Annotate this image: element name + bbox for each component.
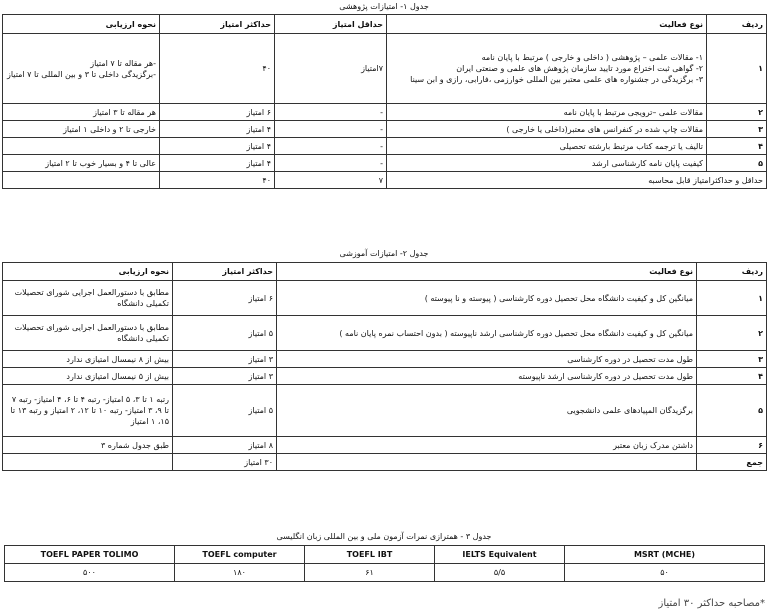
activity-cell (387, 34, 707, 104)
max-score-cell: ۴ امتیاز (160, 155, 275, 172)
row-number: ۵ (697, 385, 767, 437)
header-msrt: MSRT (MCHE) (565, 546, 765, 564)
header-toefl-computer: TOEFL computer (175, 546, 305, 564)
table1-caption: جدول ۱- امتیازات پژوهشی (339, 2, 429, 11)
header-evaluation: نحوه ارزیابی (3, 263, 173, 281)
row-number: ۳ (697, 351, 767, 368)
row-number: ۳ (707, 121, 767, 138)
max-score-cell: ۶ امتیاز (160, 104, 275, 121)
row-number: ۱ (697, 281, 767, 316)
total-min: ۷ (275, 172, 387, 189)
min-score-cell: ۷امتیاز (275, 34, 387, 104)
evaluation-cell: رتبه ۱ تا ۳، ۵ امتیاز- رتبه ۴ تا ۶، ۴ امتیاز- رتبه ۷ تا ۹، ۳ امتیاز- رتبه ۱۰ تا ۱۲، ۲ امتیاز و رتبه ۱۳ تا ۱۵، ۱ امتیاز (3, 385, 173, 437)
table-row (3, 121, 767, 138)
activity-cell: مقالات علمی –ترویجی مرتبط با پایان نامه (387, 104, 707, 121)
table-row (3, 138, 767, 155)
max-score-cell: ۶ امتیاز (173, 281, 277, 316)
activity-cell: داشتن مدرک زبان معتبر (277, 437, 697, 454)
max-score-cell: ۵ امتیاز (173, 316, 277, 351)
max-score-cell: ۴ امتیاز (160, 121, 275, 138)
research-points-table (2, 14, 767, 189)
activity-line: ۱- مقالات علمی – پژوهشی ( داخلی و خارجی ) مرتبط با پایان نامه (481, 53, 703, 62)
header-activity: نوع فعالیت (277, 263, 697, 281)
row-number: ۴ (707, 138, 767, 155)
row-number: ۱ (707, 34, 767, 104)
max-score-cell: ۸ امتیاز (173, 437, 277, 454)
table-row (5, 564, 765, 582)
total-empty (3, 454, 173, 471)
evaluation-cell: هر مقاله تا ۳ امتیاز (3, 104, 160, 121)
total-empty (3, 172, 160, 189)
ielts-score: ۵/۵ (435, 564, 565, 582)
max-score-cell: ۳ امتیاز (173, 368, 277, 385)
header-toefl-ibt: TOEFL IBT (305, 546, 435, 564)
header-evaluation: نحوه ارزیابی (3, 15, 160, 34)
min-score-cell: - (275, 104, 387, 121)
evaluation-cell: بیش از ۵ نیمسال امتیازی ندارد (3, 368, 173, 385)
activity-line: ۳- برگزیدگی در جشنواره های علمی معتبر بین المللی خوارزمی ،فارابی، رازی و ابن سینا (410, 75, 703, 84)
total-row (3, 172, 767, 189)
activity-cell: مقالات چاپ شده در کنفرانس های معتبر(داخلی یا خارجی ) (387, 121, 707, 138)
min-score-cell: - (275, 155, 387, 172)
evaluation-cell: خارجی تا ۲ و داخلی ۱ امتیاز (3, 121, 160, 138)
toefl-ibt-score: ۶۱ (305, 564, 435, 582)
header-min-score: حداقل امتیاز (275, 15, 387, 34)
education-points-table (2, 262, 767, 471)
evaluation-line: -هر مقاله تا ۷ امتیاز (90, 58, 156, 68)
total-max: ۴۰ (160, 172, 275, 189)
activity-cell: میانگین کل و کیفیت دانشگاه محل تحصیل دوره کارشناسی ( پیوسته و نا پیوسته ) (277, 281, 697, 316)
table-row (3, 316, 767, 351)
header-activity: نوع فعالیت (387, 15, 707, 34)
row-number: ۵ (707, 155, 767, 172)
header-max-score: حداکثر امتیاز (160, 15, 275, 34)
header-toefl-paper: TOEFL PAPER TOLIMO (5, 546, 175, 564)
activity-cell: تالیف یا ترجمه کتاب مرتبط بارشته تحصیلی (387, 138, 707, 155)
total-label: جمع (697, 454, 767, 471)
table-row (3, 104, 767, 121)
table-header-row (3, 15, 767, 34)
toefl-paper-score: ۵۰۰ (5, 564, 175, 582)
evaluation-line: -برگزیدگی داخلی تا ۳ و بین المللی تا ۷ امتیاز (6, 69, 156, 79)
table-row (3, 281, 767, 316)
table-header-row (5, 546, 765, 564)
min-score-cell: - (275, 138, 387, 155)
table2-caption: جدول ۲- امتیازات آموزشی (339, 249, 429, 258)
row-number: ۶ (697, 437, 767, 454)
language-equivalence-table (4, 545, 765, 582)
table-row (3, 368, 767, 385)
row-number: ۲ (697, 316, 767, 351)
min-score-cell: - (275, 121, 387, 138)
header-row-number: ردیف (697, 263, 767, 281)
activity-cell: برگزیدگان المپیادهای علمی دانشجویی (277, 385, 697, 437)
table-row (3, 437, 767, 454)
max-score-cell: ۵ امتیاز (173, 385, 277, 437)
total-label: حداقل و حداکثرامتیاز قابل محاسبه (387, 172, 767, 189)
max-score-cell: ۴۰ (160, 34, 275, 104)
table-row (3, 34, 767, 104)
header-ielts: IELTS Equivalent (435, 546, 565, 564)
evaluation-cell (3, 34, 160, 104)
table3-caption: جدول ۳ - همترازی نمرات آزمون ملی و بین المللی زبان انگلیسی (276, 532, 492, 541)
activity-cell: طول مدت تحصیل در دوره کارشناسی ارشد ناپیوسته (277, 368, 697, 385)
row-number: ۲ (707, 104, 767, 121)
evaluation-cell: مطابق با دستورالعمل اجرایی شورای تحصیلات تکمیلی دانشگاه (3, 316, 173, 351)
activity-cell: میانگین کل و کیفیت دانشگاه محل تحصیل دوره کارشناسی ارشد ناپیوسته ( بدون احتساب نمره پایان نامه ) (277, 316, 697, 351)
table-row (3, 351, 767, 368)
table-row (3, 155, 767, 172)
evaluation-cell: طبق جدول شماره ۳ (3, 437, 173, 454)
header-row-number: ردیف (707, 15, 767, 34)
interview-note: *مصاحبه حداکثر ۳۰ امتیاز (658, 598, 765, 609)
activity-cell: کیفیت پایان نامه کارشناسی ارشد (387, 155, 707, 172)
activity-line: ۲- گواهی ثبت اختراع مورد تایید سازمان پژوهش های علمی و صنعتی ایران (456, 64, 703, 73)
max-score-cell: ۳ امتیاز (173, 351, 277, 368)
evaluation-cell: مطابق با دستورالعمل اجرایی شورای تحصیلات تکمیلی دانشگاه (3, 281, 173, 316)
msrt-score: ۵۰ (565, 564, 765, 582)
total-empty (277, 454, 697, 471)
table-header-row (3, 263, 767, 281)
max-score-cell: ۴ امتیاز (160, 138, 275, 155)
total-max: ۳۰ امتیاز (173, 454, 277, 471)
table-row (3, 385, 767, 437)
row-number: ۴ (697, 368, 767, 385)
evaluation-cell (3, 138, 160, 155)
header-max-score: حداکثر امتیاز (173, 263, 277, 281)
evaluation-cell: عالی تا ۴ و بسیار خوب تا ۲ امتیاز (3, 155, 160, 172)
toefl-computer-score: ۱۸۰ (175, 564, 305, 582)
evaluation-cell: بیش از ۸ نیمسال امتیازی ندارد (3, 351, 173, 368)
total-row (3, 454, 767, 471)
activity-cell: طول مدت تحصیل در دوره کارشناسی (277, 351, 697, 368)
